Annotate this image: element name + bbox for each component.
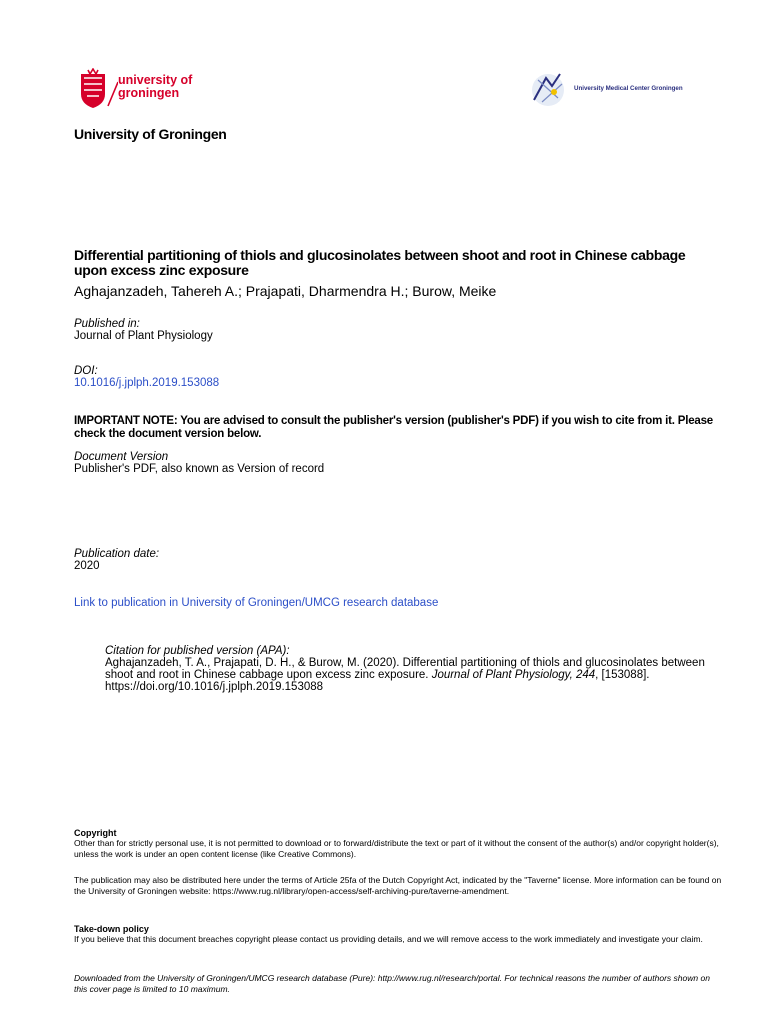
rug-logo-line2: groningen bbox=[118, 85, 180, 100]
document-version-block bbox=[74, 451, 324, 475]
published-in-label: Published in: bbox=[74, 318, 140, 330]
takedown-text: If you believe that this document breaches copyright please contact us providing details, and we will remove access to the work immediately and investigate your claim. bbox=[74, 934, 703, 944]
rug-crest-icon bbox=[78, 68, 118, 112]
rug-logo-text bbox=[118, 74, 192, 99]
publication-title: Differential partitioning of thiols and glucosinolates between shoot and root in Chinese cabbage upon excess zinc exposure bbox=[74, 247, 686, 278]
citation-part2: , [153088]. https://doi.org/10.1016/j.jplph.2019.153088 bbox=[105, 669, 650, 693]
document-version-value: Publisher's PDF, also known as Version of record bbox=[74, 463, 325, 475]
citation-label: Citation for published version (APA): bbox=[105, 645, 290, 657]
umcg-logo bbox=[528, 68, 708, 112]
copyright-block bbox=[74, 828, 724, 860]
publication-date-label: Publication date: bbox=[74, 548, 160, 560]
taverne-text: The publication may also be distributed here under the terms of Article 25fa of the Dutch Copyright Act, indicated by the "Taverne" license. More information can be found on the University of Groningen website: https://www.rug.nl/library/open-access/self-archiving-pure/taverne-amendment. bbox=[74, 875, 722, 896]
published-in-block bbox=[74, 318, 213, 342]
umcg-logo-text: University Medical Center Groningen bbox=[574, 85, 683, 92]
publication-date-value: 2020 bbox=[74, 560, 100, 572]
citation-journal: Journal of Plant Physiology bbox=[431, 669, 570, 681]
takedown-heading: Take-down policy bbox=[74, 924, 149, 934]
authors: Aghajanzadeh, Tahereh A.; Prajapati, Dharmendra H.; Burow, Meike bbox=[74, 283, 497, 299]
page-heading: University of Groningen bbox=[74, 126, 227, 142]
copyright-heading: Copyright bbox=[74, 828, 117, 838]
document-version-label: Document Version bbox=[74, 451, 169, 463]
download-footer: Downloaded from the University of Groningen/UMCG research database (Pure): http://www.rug.nl/research/portal. For technical reasons the number of authors shown on this cover page is limited to 10 maximum. bbox=[74, 973, 710, 994]
doi-label: DOI: bbox=[74, 365, 98, 377]
umcg-emblem-icon bbox=[528, 68, 572, 112]
copyright-text: Other than for strictly personal use, it is not permitted to download or to forward/distribute the text or part of it without the consent of the author(s) and/or copyright holder(s), unless the work is under an open content license (like Creative Commons). bbox=[74, 838, 719, 859]
important-note: IMPORTANT NOTE: You are advised to consult the publisher's version (publisher's PDF) if you wish to cite from it. Please check the document version below. bbox=[74, 415, 713, 440]
doi-link[interactable]: 10.1016/j.jplph.2019.153088 bbox=[74, 377, 220, 389]
citation-sep: , bbox=[569, 669, 576, 681]
rug-logo-line1: university of bbox=[118, 73, 193, 87]
citation-text bbox=[105, 657, 725, 693]
citation-block bbox=[105, 645, 725, 693]
citation-part1: Aghajanzadeh, T. A., Prajapati, D. H., & Burow, M. (2020). Differential partitioning of thiols and glucosinolates between shoot and root in Chinese cabbage upon excess zinc exposure. bbox=[105, 657, 705, 681]
publication-date-block bbox=[74, 548, 159, 572]
takedown-block bbox=[74, 924, 724, 945]
published-in-value: Journal of Plant Physiology bbox=[74, 330, 213, 342]
doi-block bbox=[74, 365, 219, 389]
citation-volume: 244 bbox=[575, 669, 596, 681]
database-link[interactable]: Link to publication in University of Groningen/UMCG research database bbox=[74, 597, 439, 609]
university-of-groningen-logo bbox=[78, 68, 228, 112]
